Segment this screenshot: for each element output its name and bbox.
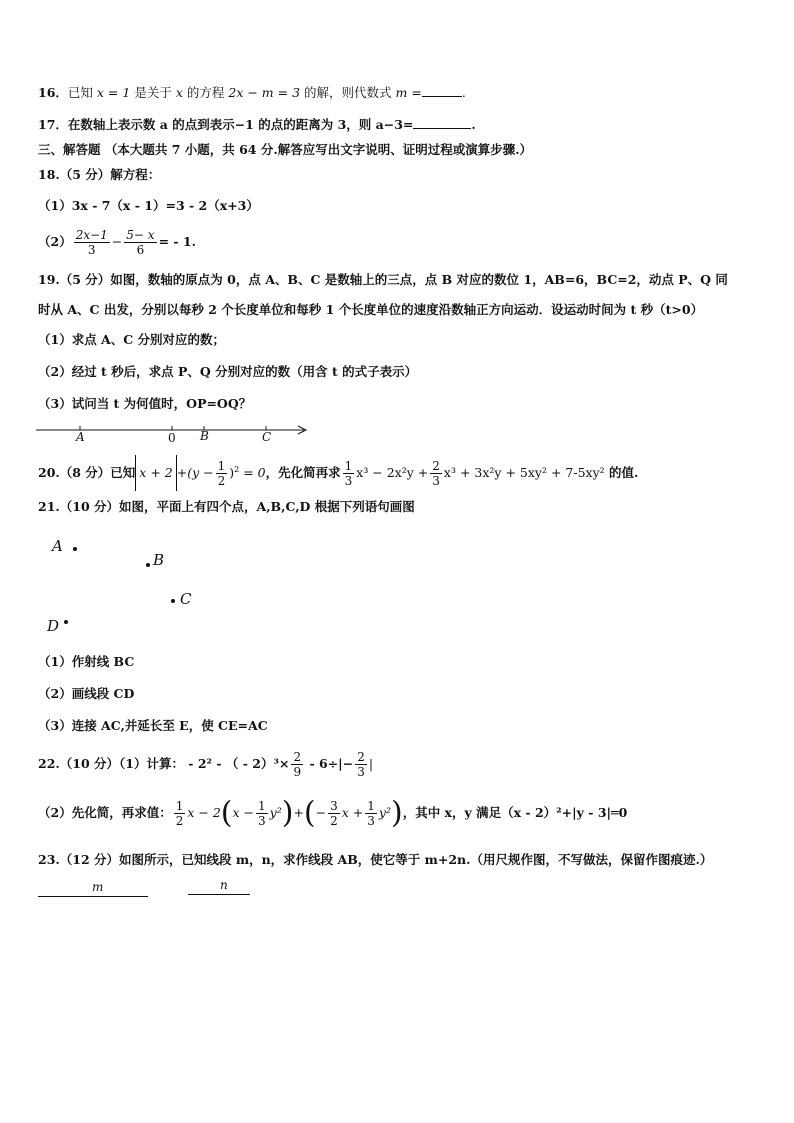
paren-open: (	[303, 795, 316, 831]
q16-number: 16．	[38, 85, 68, 100]
fraction	[216, 459, 228, 488]
fraction	[291, 750, 303, 779]
q22-calc-1: - 2² - （ - 2）³×	[183, 756, 290, 771]
q18-p2-rhs: = - 1.	[158, 234, 196, 249]
q16-eq2: 2x − m = 3	[228, 85, 301, 100]
expr-c: y²	[269, 805, 282, 820]
q21-sub-1: （1）作射线 BC	[38, 654, 135, 669]
axis-label-b: B	[200, 429, 209, 443]
numerator: 2	[357, 750, 365, 764]
answer-blank[interactable]	[413, 115, 471, 129]
segment-n	[188, 894, 250, 895]
numerator: 3	[330, 799, 338, 813]
q18-p2-label: （2）	[38, 234, 72, 249]
question-22-part1	[38, 746, 373, 782]
question-21-heading: 21.（10 分）如图，平面上有四个点，A,B,C,D 根据下列语句画图	[38, 499, 415, 514]
numerator: 1	[175, 799, 184, 813]
denominator: 9	[293, 765, 302, 779]
point-b-label: B	[153, 551, 165, 569]
numerator: 1	[258, 799, 266, 813]
point-b-dot	[146, 563, 150, 567]
q16-text-2: 是关于	[134, 85, 172, 100]
expr-a: x − 2	[187, 805, 221, 820]
q20-term-1: x³ − 2x²y +	[356, 465, 429, 481]
expr-b: x −	[232, 805, 254, 820]
denominator: 3	[258, 814, 266, 828]
denominator: 2	[175, 814, 184, 828]
point-d-label: D	[47, 617, 60, 635]
numerator: 1	[344, 459, 353, 474]
segment-n-label: n	[220, 878, 228, 892]
q22-head: 22.（10 分）（1）计算：	[38, 756, 184, 771]
answer-blank[interactable]	[422, 83, 462, 97]
q16-eq1: x = 1	[96, 85, 131, 100]
paren-close: )	[281, 795, 294, 831]
numerator: 2x−1	[75, 228, 108, 242]
denominator: 3	[87, 243, 96, 257]
q19-sub-2: （2）经过 t 秒后，求点 P、Q 分别对应的数（用含 t 的式子表示）	[38, 364, 418, 379]
q16-text-5: =	[407, 85, 422, 100]
q21-sub-3: （3）连接 AC,并延长至 E，使 CE=AC	[38, 718, 268, 733]
q17-number: 17．	[38, 117, 68, 132]
fraction	[355, 750, 367, 779]
denominator: 6	[136, 243, 145, 257]
q16-end: .	[461, 85, 466, 100]
q20-head: 20.（8 分）已知	[38, 465, 136, 481]
fraction	[256, 799, 268, 828]
point-a-label: A	[52, 537, 63, 555]
section-heading: 三、解答题 （本大题共 7 小题，共 64 分.解答应写出文字说明、证明过程或演算步骤.）	[38, 142, 533, 157]
expr-e: x +	[341, 805, 364, 820]
point-c-dot	[171, 599, 175, 603]
q19-line-1: 19.（5 分）如图，数轴的原点为 0，点 A、B、C 是数轴上的三点，点 B 对应的数位 1，AB=6，BC=2，动点 P、Q 同	[38, 272, 728, 287]
q21-sub-2: （2）画线段 CD	[38, 686, 135, 701]
q22-p2-label: （2）先化简，再求值：	[38, 805, 172, 820]
axis-label-o: 0	[168, 431, 176, 445]
q16-m: m	[395, 85, 408, 100]
q22-calc-2: - 6÷|−	[305, 756, 354, 771]
fraction	[174, 799, 186, 828]
fraction	[328, 799, 340, 828]
q19-sub-3: （3）试问当 t 为何值时，OP=OQ？	[38, 396, 252, 411]
q17-end: .	[471, 117, 476, 132]
paren-open: (y −	[187, 465, 214, 481]
q18-part2	[38, 222, 196, 262]
numerator: 2	[432, 459, 440, 474]
plus-sign: +	[176, 465, 188, 481]
q19-line-2: 时从 A、C 出发，分别以每秒 2 个长度单位和每秒 1 个长度单位的速度沿数轴正方向运动．设运动时间为 t 秒（t>0）	[38, 302, 704, 317]
paren-open: (	[220, 795, 233, 831]
point-c-label: C	[180, 590, 192, 608]
q16-text-4: 的解，则代数式	[304, 85, 392, 100]
q17-text: 在数轴上表示数 a 的点到表示−1 的点的距离为 3，则 a−3=	[67, 117, 414, 132]
absolute-value: x + 2	[135, 455, 176, 491]
question-23: 23.（12 分）如图所示，已知线段 m，n，求作线段 AB，使它等于 m+2n.（用尺规作图，不写做法，保留作图痕迹.）	[38, 852, 713, 867]
numerator: 5− x	[126, 228, 155, 242]
q20-eq0: = 0	[239, 465, 266, 481]
q19-sub-1: （1）求点 A、C 分别对应的数；	[38, 332, 226, 347]
q16-text-1: 已知	[67, 85, 93, 100]
q16-text-3: 的方程	[186, 85, 225, 100]
numerator: 1	[367, 799, 375, 813]
point-d-dot	[64, 620, 68, 624]
segment-m-label: m	[92, 880, 104, 894]
paren-close: )	[229, 465, 235, 481]
fraction	[124, 228, 156, 257]
axis-label-a: A	[76, 430, 85, 444]
segment-m	[38, 896, 148, 897]
question-22-part2	[38, 793, 627, 833]
q22-calc-3: |	[368, 756, 374, 771]
exponent: 2	[234, 465, 240, 474]
paren-close: )	[390, 795, 403, 831]
q20-mid: ，先化简再求	[265, 465, 341, 481]
question-20	[38, 452, 638, 491]
q22-condition: ，其中 x，y 满足（x - 2）²+|y - 3|═0	[402, 805, 628, 820]
plus-sign: +	[293, 805, 304, 820]
question-17	[38, 115, 476, 134]
point-a-dot	[73, 547, 77, 551]
minus-sign: −	[315, 805, 327, 820]
expr-f: y²	[378, 805, 391, 820]
denominator: 3	[432, 474, 440, 489]
denominator: 3	[344, 474, 353, 489]
question-18-heading: 18.（5 分）解方程：	[38, 167, 161, 182]
fraction	[343, 459, 355, 488]
numerator: 2	[293, 750, 302, 764]
fraction	[365, 799, 377, 828]
minus-sign: −	[111, 234, 123, 249]
q20-end: 的值.	[604, 465, 639, 481]
denominator: 3	[357, 765, 365, 779]
denominator: 3	[367, 814, 375, 828]
q16-var: x	[175, 85, 183, 100]
numerator: 1	[217, 459, 226, 474]
fraction	[74, 228, 110, 257]
question-16	[38, 83, 466, 102]
q20-term-2: x³ + 3x²y + 5xy² + 7-5xy²	[443, 465, 605, 481]
denominator: 2	[217, 474, 226, 489]
fraction	[430, 459, 442, 488]
axis-label-c: C	[262, 430, 272, 444]
denominator: 2	[330, 814, 338, 828]
q18-part1: （1）3x - 7（x - 1）=3 - 2（x+3）	[38, 198, 259, 213]
